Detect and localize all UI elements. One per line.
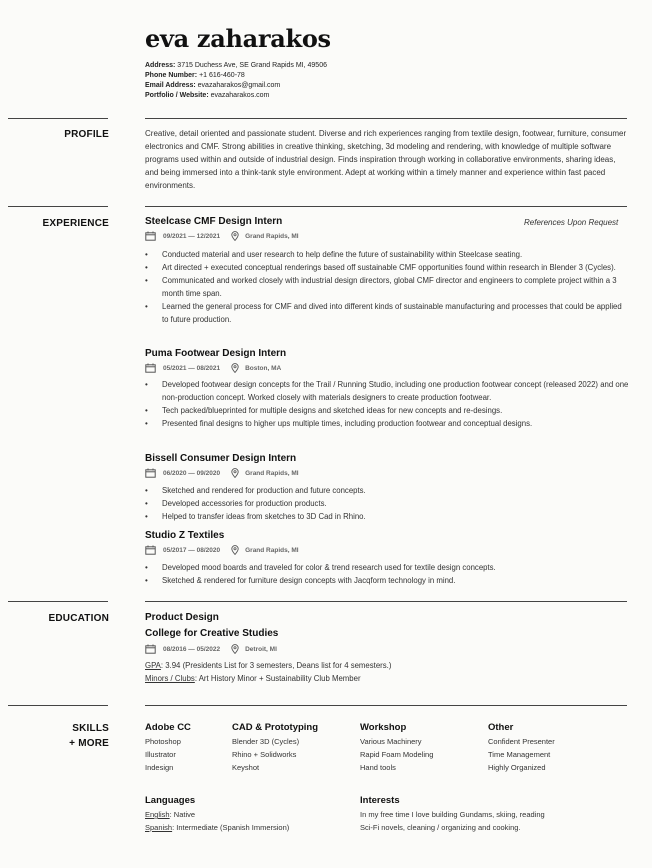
skill-list: Confident Presenter Time Management Highly Organized	[488, 737, 555, 772]
list-item: • Sketched and rendered for production and future concepts.	[145, 484, 630, 497]
education-location: Detroit, MI	[245, 645, 277, 653]
job-meta	[145, 363, 281, 373]
interests-block	[360, 795, 545, 834]
calendar-icon	[145, 363, 156, 373]
section-heading-experience: EXPERIENCE	[42, 218, 109, 229]
list-item: • Sketched & rendered for furniture design concepts with Jacqform technology in mind.	[145, 574, 630, 587]
list-item: • Helped to transfer ideas from sketches to 3D Cad in Rhino.	[145, 510, 630, 523]
list-item: • Art directed + executed conceptual renderings based off sustainable CMF opportunities found within research in Blender 3 (Cycles).	[145, 261, 630, 274]
list-item: • Developed accessories for production products.	[145, 497, 630, 510]
divider	[8, 705, 108, 706]
job-meta	[145, 468, 299, 478]
job-dates: 06/2020 — 09/2020	[163, 469, 221, 477]
profile-text: Creative, detail oriented and passionate student. Diverse and rich experiences ranging from textile design, footwear, furniture, consumer electronics and CMF. Strong abilities in creative thinking, sketching, 3d modeling and rendering, with knowledge of multiple software programs used within and outside of industrial design. Finds inspiration through working in collaborative environments, sharing ideas, and being immersed into a think-tank style environment. Adept at working within a timely manner and experience within fast paced environments.	[145, 129, 627, 191]
divider	[8, 206, 108, 207]
list-item: • Learned the general process for CMF and dived into different kinds of sustainable manufacturing and processes that could be applied to future production.	[145, 300, 630, 326]
section-heading-education: EDUCATION	[48, 613, 109, 624]
section-heading-profile: PROFILE	[64, 129, 109, 140]
list-item: • Tech packed/blueprinted for multiple designs and sketched ideas for new concepts and re-desings.	[145, 404, 630, 417]
job-bullets	[145, 561, 630, 587]
job-title: Steelcase CMF Design Intern	[145, 216, 283, 227]
divider	[8, 118, 108, 119]
job-dates: 09/2021 — 12/2021	[163, 232, 221, 240]
calendar-icon	[145, 545, 156, 555]
job-location: Boston, MA	[245, 364, 282, 372]
divider	[145, 206, 627, 207]
section-heading-skills: SKILLS + MORE	[69, 723, 109, 749]
job-dates: 05/2017 — 08/2020	[163, 546, 221, 554]
job-bullets	[145, 248, 630, 326]
interests-heading: Interests	[360, 795, 400, 806]
education-dates: 08/2016 — 05/2022	[163, 645, 221, 653]
list-item: • Conducted material and user research to help define the future of sustainability within Steelcase seating.	[145, 248, 630, 261]
skill-list: Blender 3D (Cycles) Rhino + Solidworks Keyshot	[232, 737, 300, 772]
skill-heading: Adobe CC	[145, 722, 191, 733]
job-bullets	[145, 484, 630, 523]
calendar-icon	[145, 468, 156, 478]
job-meta	[145, 545, 299, 555]
location-pin-icon	[231, 545, 239, 555]
job-location: Grand Rapids, MI	[245, 546, 299, 554]
school-name: College for Creative Studies	[145, 628, 279, 639]
job-title: Puma Footwear Design Intern	[145, 348, 287, 359]
job-dates: 05/2021 — 08/2021	[163, 364, 221, 372]
divider	[8, 601, 108, 602]
skill-column-cad	[232, 722, 318, 774]
job-location: Grand Rapids, MI	[245, 232, 299, 240]
skill-column-adobe	[145, 722, 191, 774]
education-details	[145, 659, 630, 685]
calendar-icon	[145, 231, 156, 241]
location-pin-icon	[231, 363, 239, 373]
address-line: Address: 3715 Duchess Ave, SE Grand Rapids MI, 49506	[145, 62, 327, 69]
divider	[145, 601, 627, 602]
resume-name: eva zaharakos	[145, 24, 331, 53]
contact-block	[145, 61, 327, 101]
languages-block	[145, 795, 289, 834]
location-pin-icon	[231, 468, 239, 478]
list-item: • Developed mood boards and traveled for color & trend research used for textile design concepts.	[145, 561, 630, 574]
divider	[145, 705, 627, 706]
languages-heading: Languages	[145, 795, 196, 806]
degree-title: Product Design	[145, 612, 219, 623]
skill-list: Various Machinery Rapid Foam Modeling Hand tools	[360, 737, 434, 772]
phone-line: Phone Number: +1 616-460-78	[145, 72, 245, 79]
email-line: Email Address: evazaharakos@gmail.com	[145, 82, 281, 89]
job-bullets	[145, 378, 630, 430]
job-title: Studio Z Textiles	[145, 530, 225, 541]
job-location: Grand Rapids, MI	[245, 469, 299, 477]
skill-heading: Workshop	[360, 722, 407, 733]
skill-heading: CAD & Prototyping	[232, 722, 319, 733]
list-item: • Presented final designs to higher ups multiple times, including production footwear and conceptual designs.	[145, 417, 630, 430]
skill-list: Photoshop Illustrator Indesign	[145, 737, 181, 772]
skill-column-workshop	[360, 722, 433, 774]
education-meta	[145, 644, 277, 654]
references-note: References Upon Request	[524, 218, 619, 227]
divider	[145, 118, 627, 119]
location-pin-icon	[231, 231, 239, 241]
gpa-line: GPA: 3.94 (Presidents List for 3 semesters, Deans list for 4 semesters.)	[145, 661, 392, 670]
calendar-icon	[145, 644, 156, 654]
list-item: • Developed footwear design concepts for the Trail / Running Studio, including one production footwear concept (released 2022) and one non-production concept. Worked closely with materials designers to create production footwear.	[145, 378, 630, 404]
job-title: Bissell Consumer Design Intern	[145, 453, 297, 464]
location-pin-icon	[231, 644, 239, 654]
languages-list: English: Native Spanish: Intermediate (Spanish Immersion)	[145, 810, 290, 832]
portfolio-line: Portfolio / Website: evazaharakos.com	[145, 92, 270, 99]
interests-text: In my free time I love building Gundams, skiing, reading Sci-Fi novels, cleaning / organizing and cooking.	[360, 810, 545, 832]
skill-column-other	[488, 722, 555, 774]
clubs-line: Minors / Clubs: Art History Minor + Sustainability Club Member	[145, 674, 361, 683]
list-item: • Communicated and worked closely with industrial design directors, global CMF director and engineers to complete project within a 3 month time span.	[145, 274, 630, 300]
skill-heading: Other	[488, 722, 514, 733]
job-meta	[145, 231, 299, 241]
